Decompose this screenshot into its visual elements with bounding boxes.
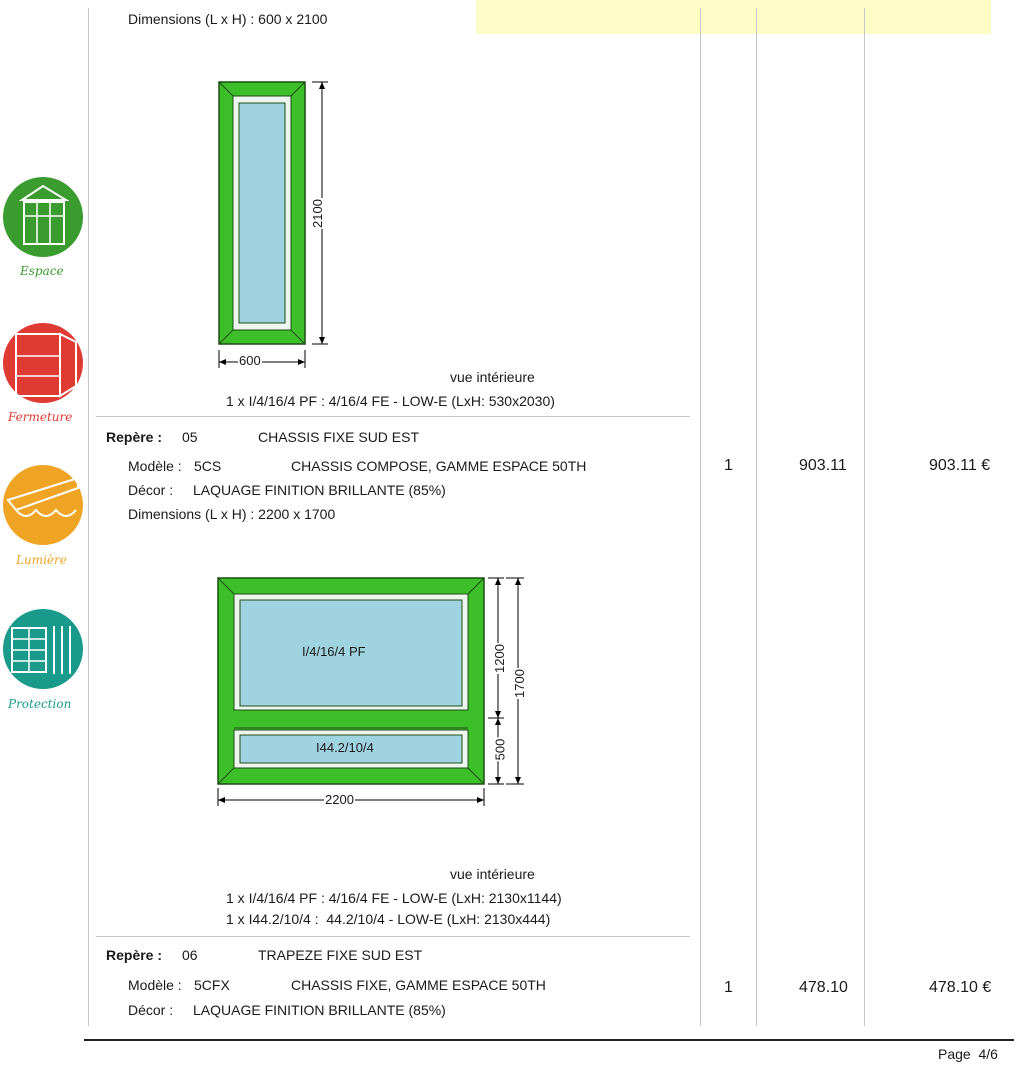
column-line-qty-right xyxy=(756,8,757,1026)
highlight-band xyxy=(476,0,991,34)
unit-price-06: 478.10 xyxy=(799,979,848,996)
fermeture-icon xyxy=(2,322,84,404)
model-desc-06: CHASSIS FIXE, GAMME ESPACE 50TH xyxy=(291,977,546,993)
espace-icon xyxy=(2,176,84,258)
model-label-05: Modèle : xyxy=(128,458,182,474)
column-line-left xyxy=(88,8,89,1026)
total-06: 478.10 € xyxy=(929,979,992,996)
decor-value-06: LAQUAGE FINITION BRILLANTE (85%) xyxy=(193,1002,446,1018)
view-label-05: vue intérieure xyxy=(450,866,535,882)
repere-label-06: Repère : xyxy=(106,947,163,963)
qty-06: 1 xyxy=(724,979,733,996)
width-label-05: 2200 xyxy=(325,792,354,807)
glass-line-05-2: 1 x I44.2/10/4 : 44.2/10/4 - LOW-E (LxH: 2130x444) xyxy=(226,911,551,927)
height-bottom-label-05: 500 xyxy=(492,738,508,761)
decor-label-06: Décor : xyxy=(128,1002,174,1018)
window-drawing-2200x1700 xyxy=(212,572,532,812)
bottom-glass-label: I44.2/10/4 xyxy=(316,740,374,755)
footer-rule xyxy=(84,1039,1014,1041)
total-05: 903.11 € xyxy=(929,457,991,474)
sidebar-item-lumiere: Lumière xyxy=(16,553,67,567)
prev-glass-line: 1 x I/4/16/4 PF : 4/16/4 FE - LOW-E (LxH: 530x2030) xyxy=(226,393,555,409)
page-number: Page 4/6 xyxy=(938,1046,998,1062)
prev-width-label: 600 xyxy=(239,353,261,368)
sidebar-item-protection: Protection xyxy=(8,697,72,711)
protection-icon xyxy=(2,608,84,690)
lumiere-icon xyxy=(2,464,84,546)
column-line-price-right xyxy=(864,8,865,1026)
height-top-label-05: 1200 xyxy=(491,644,507,673)
height-total-label-05: 1700 xyxy=(511,669,527,698)
qty-05: 1 xyxy=(724,457,733,474)
prev-height-label: 2100 xyxy=(309,199,325,228)
item-name-05: CHASSIS FIXE SUD EST xyxy=(258,429,420,445)
column-line-qty-left xyxy=(700,8,701,1026)
repere-num-06: 06 xyxy=(182,947,198,963)
dimensions-05: Dimensions (L x H) : 2200 x 1700 xyxy=(128,506,336,522)
separator-1 xyxy=(96,416,690,417)
sidebar-item-espace: Espace xyxy=(20,264,64,278)
decor-label-05: Décor : xyxy=(128,482,174,498)
glass-line-05-1: 1 x I/4/16/4 PF : 4/16/4 FE - LOW-E (LxH: 2130x1144) xyxy=(226,890,562,906)
unit-price-05: 903.11 xyxy=(799,457,847,474)
prev-dimensions: Dimensions (L x H) : 600 x 2100 xyxy=(128,11,328,27)
repere-label-05: Repère : xyxy=(106,429,163,445)
item-name-06: TRAPEZE FIXE SUD EST xyxy=(258,947,423,963)
model-label-06: Modèle : xyxy=(128,977,182,993)
separator-2 xyxy=(96,936,690,937)
top-glass-label: I/4/16/4 PF xyxy=(302,644,366,659)
model-desc-05: CHASSIS COMPOSE, GAMME ESPACE 50TH xyxy=(291,458,587,474)
decor-value-05: LAQUAGE FINITION BRILLANTE (85%) xyxy=(193,482,446,498)
model-code-05: 5CS xyxy=(194,458,222,474)
sidebar-item-fermeture: Fermeture xyxy=(8,410,73,424)
prev-view-label: vue intérieure xyxy=(450,369,535,385)
model-code-06: 5CFX xyxy=(194,977,230,993)
repere-num-05: 05 xyxy=(182,429,198,445)
